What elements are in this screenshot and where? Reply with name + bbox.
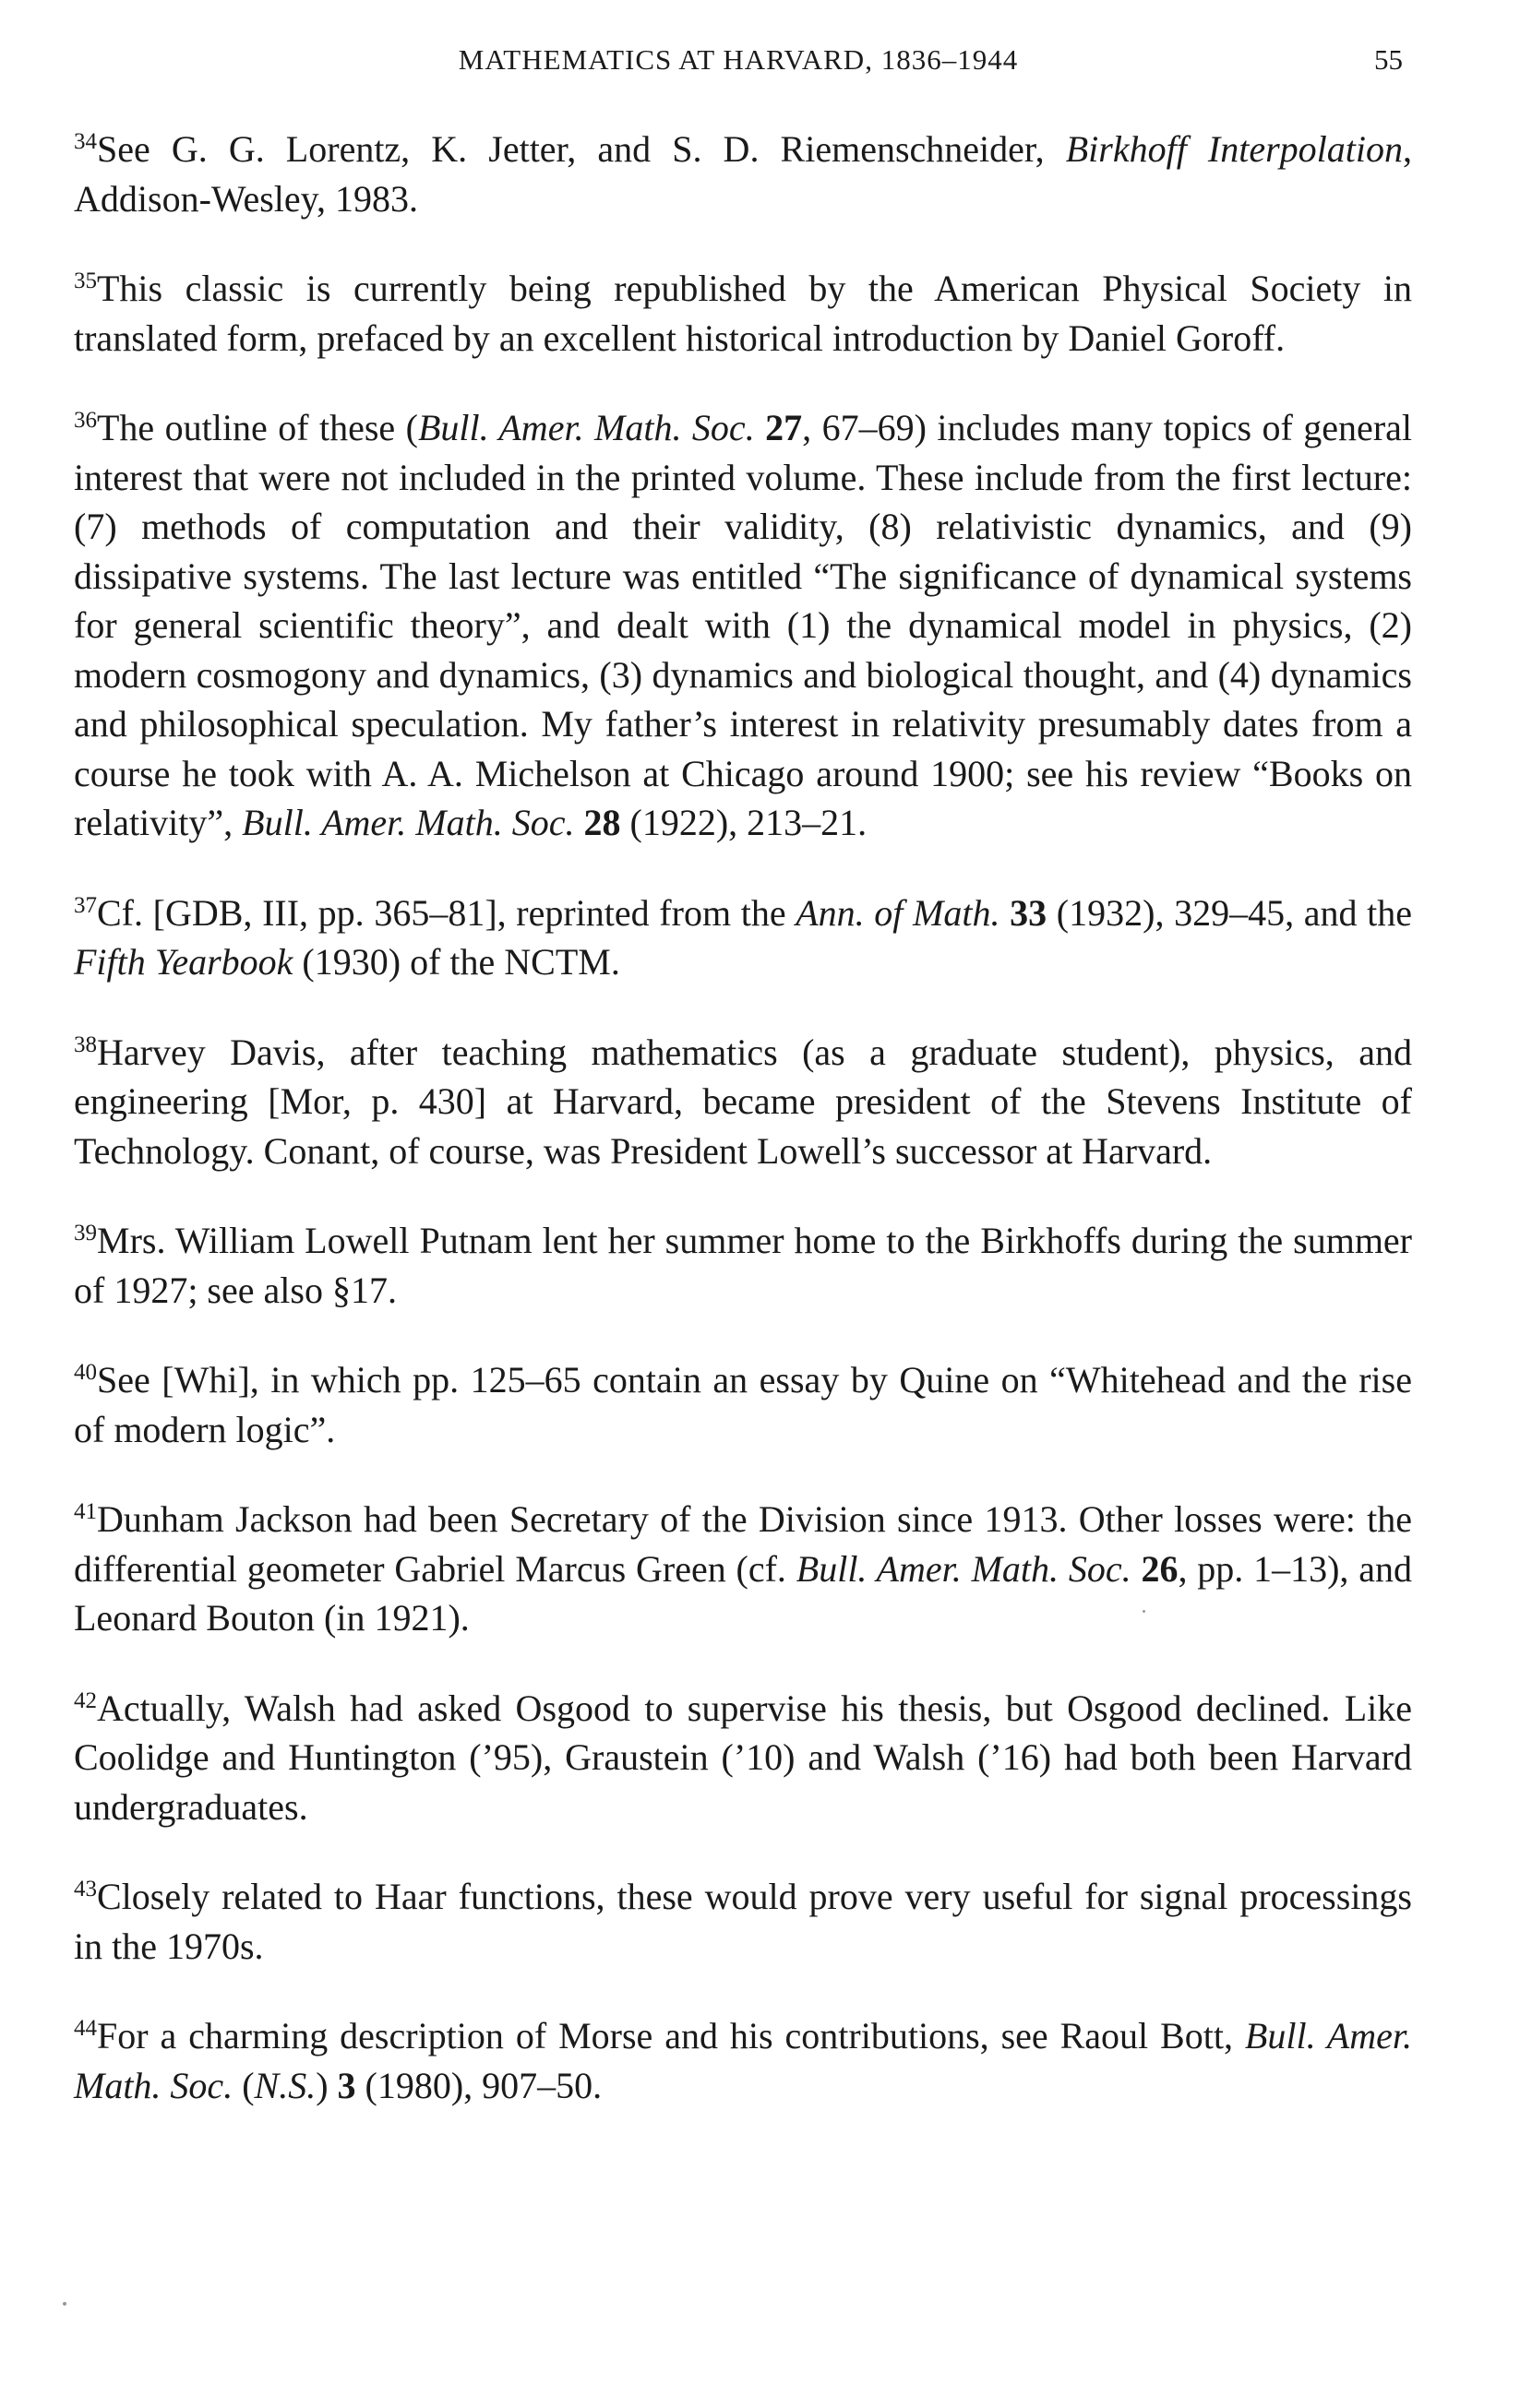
- footnote-text: [74, 407, 1412, 843]
- italic-text: Bull. Amer. Math. Soc.: [417, 407, 755, 448]
- italic-text: N.S.: [254, 2064, 317, 2106]
- footnote-text: [74, 1876, 1412, 1967]
- text-run: Harvey Davis, after teaching mathematics (as a graduate student), physics, and engineering [Mor, p. 430] at Harvard, became president of the Stevens Institute of Technology. Conant, of course, was President Lowell’s successor at Harvard.: [74, 1031, 1412, 1172]
- text-run: [755, 407, 765, 448]
- bold-text: 28: [583, 802, 621, 843]
- text-run: Actually, Walsh had asked Osgood to supervise his thesis, but Osgood declined. Like Coolidge and Huntington (’95), Graustein (’10) and Walsh (’16) had both been Harvard undergraduates.: [74, 1687, 1412, 1828]
- footnote-43: [74, 1872, 1412, 1971]
- footnote-number: 34: [74, 129, 97, 154]
- running-head: [74, 37, 1403, 83]
- footnote-number: 38: [74, 1031, 97, 1057]
- scan-speck: [63, 2302, 66, 2306]
- text-run: (1980), 907–50.: [355, 2064, 603, 2106]
- footnote-number: 36: [74, 408, 97, 433]
- text-run: This classic is currently being republished by the American Physical Society in translated form, prefaced by an excellent historical introduction by Daniel Goroff.: [74, 268, 1412, 359]
- text-run: Closely related to Haar functions, these would prove very useful for signal processings in the 1970s.: [74, 1876, 1412, 1967]
- text-run: [575, 802, 584, 843]
- text-run: , pp. 1–13), and Leonard Bouton (in 1921).: [74, 1547, 1413, 1639]
- footnote-number: 35: [74, 268, 97, 293]
- text-run: For a charming description of Morse and his contributions, see Raoul Bott,: [97, 2015, 1245, 2056]
- italic-text: Bull. Amer. Math. Soc.: [242, 802, 575, 843]
- text-run: See [Whi], in which pp. 125–65 contain an essay by Quine on “Whitehead and the rise of modern logic”.: [74, 1359, 1412, 1450]
- footnote-text: [74, 1687, 1412, 1828]
- text-run: (1930) of the NCTM.: [293, 941, 620, 983]
- italic-text: Birkhoff Interpolation: [1065, 128, 1403, 170]
- text-run: The outline of these (: [97, 407, 418, 448]
- text-run: , 67–69) includes many topics of general interest that were not included in the printed volume. These include from the first lecture: (7) methods of computation and their validity, (8) relativistic dynamics, and (9) dissipative systems. The last lecture was entitled “The significance of dynamical systems for general scientific theory”, and dealt with (1) the dynamical model in physics, (2) modern cosmogony and dynamics, (3) dynamics and biological thought, and (4) dynamics and philosophical speculation. My father’s interest in relativity presumably dates from a course he took with A. A. Michelson at Chicago around 1900; see his review “Books on relativity”,: [74, 407, 1413, 843]
- footnote-37: [74, 888, 1412, 987]
- italic-text: Bull. Amer. Math. Soc.: [74, 2015, 1412, 2106]
- page-number: 55: [1374, 43, 1403, 76]
- footnote-42: [74, 1684, 1412, 1832]
- footnote-39: [74, 1216, 1412, 1315]
- text-run: See G. G. Lorentz, K. Jetter, and S. D. Riemenschneider,: [97, 128, 1066, 170]
- italic-text: Ann. of Math.: [796, 891, 1000, 934]
- footnote-number: 37: [74, 892, 97, 918]
- text-run: Mrs. William Lowell Putnam lent her summer home to the Birkhoffs during the summer of 1927; see also §17.: [74, 1220, 1412, 1311]
- footnote-text: [74, 1359, 1412, 1450]
- bold-text: 27: [765, 407, 803, 448]
- italic-text: Bull. Amer. Math. Soc.: [796, 1547, 1131, 1590]
- text-run: ): [316, 2064, 338, 2106]
- text-run: , Addison-Wesley, 1983.: [74, 128, 1412, 220]
- text-run: Cf. [GDB, III, pp. 365–81], reprinted from the: [97, 891, 796, 934]
- footnote-text: [74, 892, 1412, 983]
- footnote-text: [74, 1031, 1412, 1172]
- text-run: (: [233, 2064, 255, 2106]
- footnote-35: [74, 264, 1412, 363]
- running-title: MATHEMATICS AT HARVARD, 1836–1944: [458, 43, 1019, 76]
- footnote-text: [74, 1220, 1412, 1311]
- scan-speck: [1143, 1610, 1145, 1613]
- footnotes-list: [74, 125, 1412, 2151]
- footnote-number: 44: [74, 2016, 97, 2041]
- text-run: (1932), 329–45, and the: [1047, 891, 1413, 934]
- bold-text: 33: [1010, 891, 1047, 934]
- text-run: (1922), 213–21.: [620, 802, 868, 843]
- footnote-44: [74, 2011, 1412, 2110]
- footnote-number: 40: [74, 1360, 97, 1385]
- bold-text: 26: [1141, 1547, 1179, 1590]
- footnote-number: 41: [74, 1499, 97, 1524]
- bold-text: 3: [337, 2064, 356, 2106]
- italic-text: Fifth Yearbook: [74, 941, 293, 983]
- text-run: Dunham Jackson had been Secretary of the Division since 1913. Other losses were: the differential geometer Gabriel Marcus Green (cf.: [74, 1498, 1412, 1590]
- footnote-number: 42: [74, 1687, 97, 1713]
- footnote-number: 39: [74, 1221, 97, 1246]
- footnote-text: [74, 2015, 1412, 2106]
- footnote-38: [74, 1028, 1412, 1176]
- footnote-34: [74, 125, 1412, 223]
- footnote-number: 43: [74, 1877, 97, 1901]
- footnote-text: [74, 268, 1412, 359]
- text-run: [1000, 892, 1011, 934]
- text-run: [1131, 1548, 1142, 1590]
- footnote-41: [74, 1495, 1412, 1643]
- footnote-40: [74, 1355, 1412, 1454]
- footnote-text: [74, 128, 1412, 220]
- footnote-36: [74, 403, 1412, 848]
- footnote-text: [74, 1498, 1412, 1639]
